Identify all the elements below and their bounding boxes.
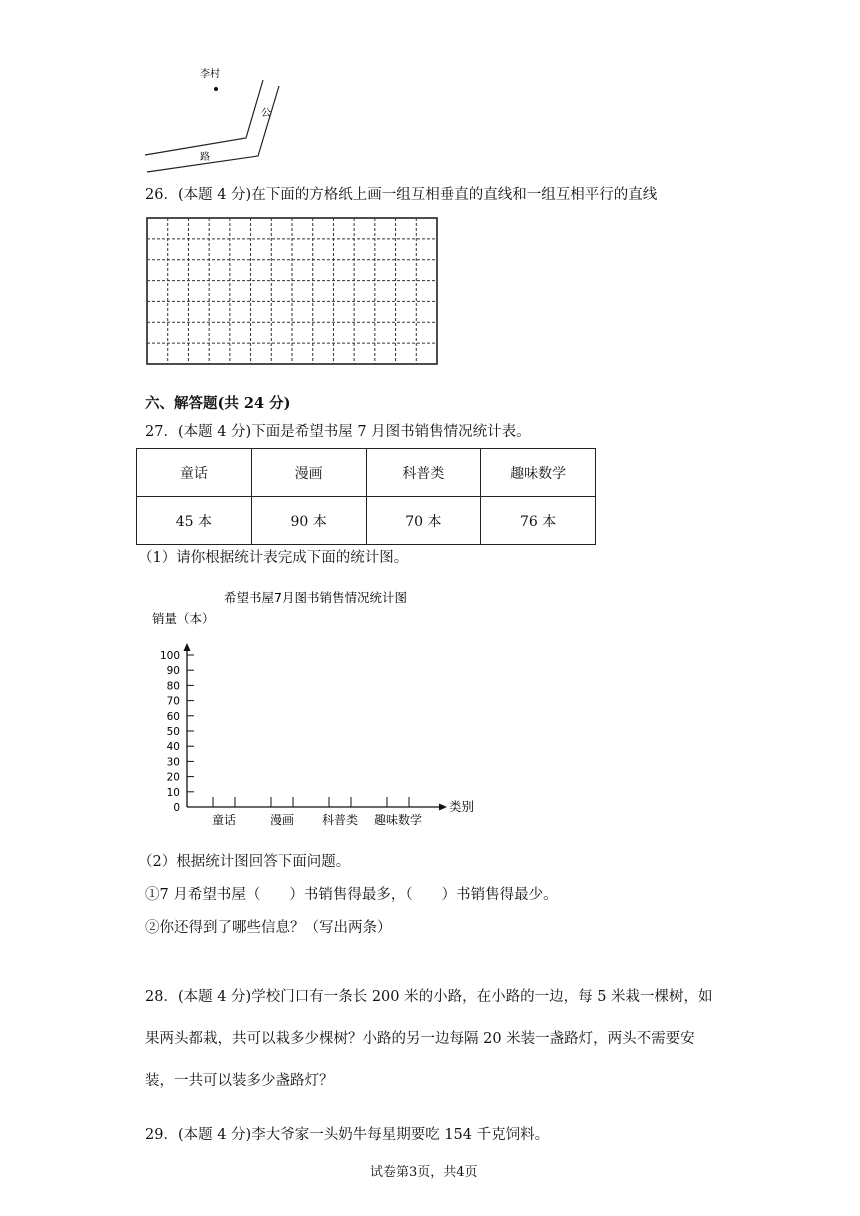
y-tick-label: 100 — [159, 650, 180, 662]
table-header-cell: 趣味数学 — [481, 449, 596, 497]
question-27-text: 27．(本题 4 分)下面是希望书屋 7 月图书销售情况统计表。 — [145, 424, 531, 440]
question-28-line-3: 装，一共可以装多少盏路灯？ — [145, 1073, 334, 1089]
x-axis-label: 类别 — [449, 799, 475, 814]
question-27-sub2-b: ②你还得到了哪些信息？（写出两条） — [145, 920, 392, 936]
section-6-title: 六、解答题(共 24 分) — [145, 395, 291, 412]
question-28-line-1: 28．(本题 4 分)学校门口有一条长 200 米的小路，在小路的一边，每 5 米栽一棵树，如 — [145, 989, 713, 1005]
question-27-sub1: （1）请你根据统计表完成下面的统计图。 — [138, 550, 409, 566]
y-tick-label: 80 — [166, 680, 180, 693]
y-axis-arrow-icon — [184, 643, 191, 651]
y-tick-label: 90 — [166, 665, 180, 678]
y-tick-label: 40 — [166, 741, 180, 754]
map-figure — [140, 62, 290, 174]
chart-title: 希望书屋7月图书销售情况统计图 — [224, 590, 407, 605]
table-header-cell: 童话 — [137, 449, 252, 497]
y-tick-label: 10 — [166, 786, 180, 799]
question-29-text: 29．(本题 4 分)李大爷家一头奶牛每星期要吃 154 千克饲料。 — [145, 1127, 550, 1143]
table-value-cell: 45 本 — [137, 497, 252, 545]
road-inner-edge — [147, 86, 279, 172]
question-27-sub2: （2）根据统计图回答下面问题。 — [138, 854, 351, 870]
sales-chart[interactable] — [140, 585, 490, 835]
page-footer: 试卷第3页，共4页 — [370, 1165, 478, 1180]
y-tick-label: 70 — [166, 695, 180, 708]
village-point — [214, 87, 218, 91]
x-tick-label: 科普类 — [321, 813, 359, 827]
road-label-2: 路 — [200, 152, 210, 163]
question-28-line-2: 果两头都栽，共可以栽多少棵树？小路的另一边每隔 20 米装一盏路灯，两头不需要安 — [145, 1031, 695, 1047]
table-value-cell: 90 本 — [251, 497, 366, 545]
y-tick-label: 60 — [166, 710, 180, 723]
table-header-cell: 科普类 — [366, 449, 481, 497]
grid-paper[interactable] — [146, 217, 438, 365]
y-tick-label: 50 — [166, 726, 180, 738]
table-header-cell: 漫画 — [251, 449, 366, 497]
x-axis-arrow-icon — [439, 804, 447, 811]
x-tick-label: 漫画 — [269, 813, 295, 827]
table-value-cell: 70 本 — [366, 497, 481, 545]
road-outer-edge — [145, 80, 263, 155]
y-tick-label: 30 — [166, 756, 180, 769]
y-tick-label: 20 — [166, 771, 180, 784]
question-28-text — [145, 976, 713, 1102]
sales-table — [136, 448, 596, 545]
x-tick-label: 童话 — [211, 813, 237, 827]
question-26-text: 26．(本题 4 分)在下面的方格纸上画一组互相垂直的直线和一组互相平行的直线 — [145, 187, 658, 203]
question-27-sub2-a: ①7 月希望书屋（ ）书销售得最多，（ ）书销售得最少。 — [145, 887, 558, 903]
x-tick-label: 趣味数学 — [373, 813, 423, 827]
y-axis-label: 销量（本） — [152, 611, 215, 626]
y-tick-label: 0 — [173, 802, 180, 814]
table-value-cell: 76 本 — [481, 497, 596, 545]
table-row — [137, 449, 596, 497]
road-label-1: 公 — [261, 108, 271, 119]
table-row — [137, 497, 596, 545]
village-label: 李村 — [200, 69, 220, 80]
